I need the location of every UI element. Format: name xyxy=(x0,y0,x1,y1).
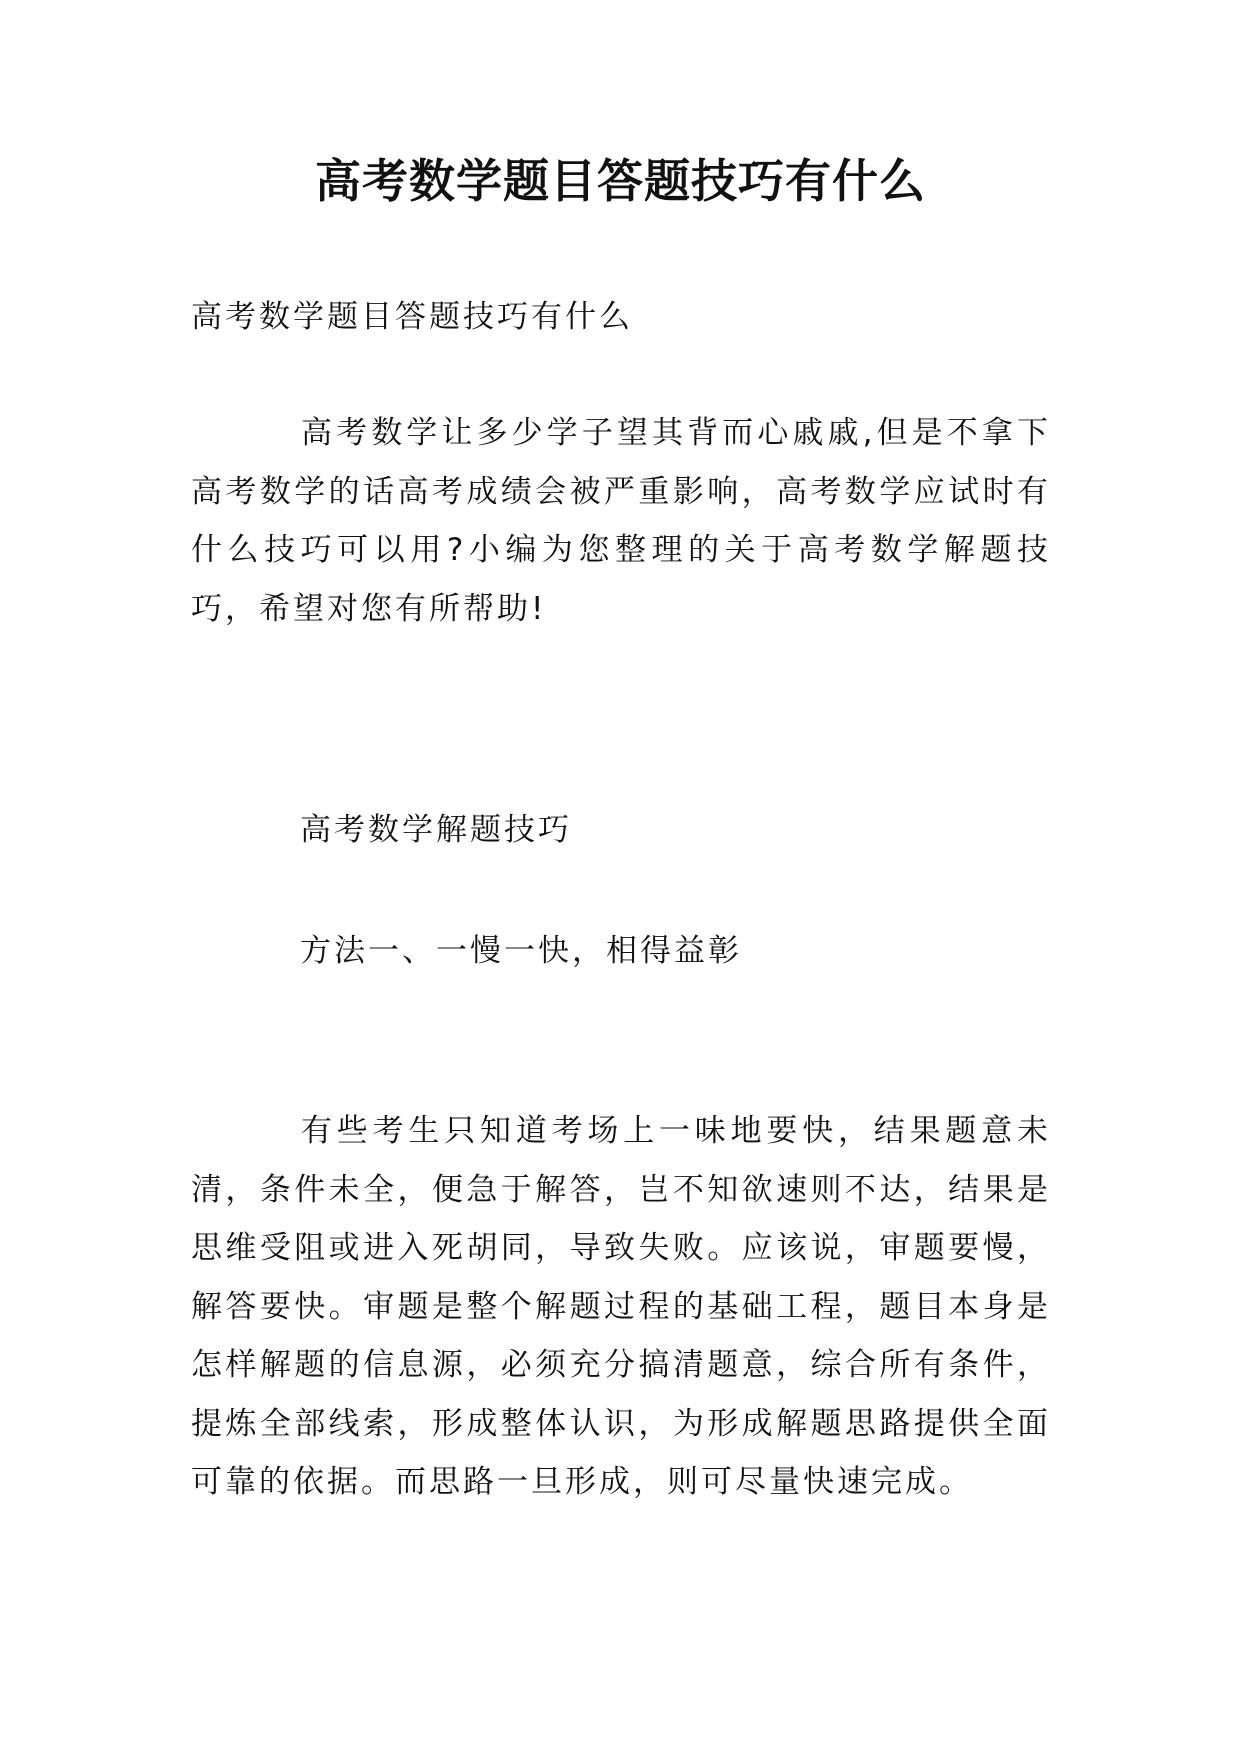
document-subtitle: 高考数学题目答题技巧有什么 xyxy=(191,299,633,335)
document-title: 高考数学题目答题技巧有什么 xyxy=(315,154,926,208)
method-heading: 方法一、一慢一快，相得益彰 xyxy=(300,933,742,969)
section-heading: 高考数学解题技巧 xyxy=(300,812,572,848)
intro-paragraph: 高考数学让多少学子望其背而心戚戚,但是不拿下高考数学的话高考成绩会被严重影响，高考数学应试时有什么技巧可以用?小编为您整理的关于高考数学解题技巧，希望对您有所帮助! xyxy=(191,415,1051,627)
method-paragraph: 有些考生只知道考场上一味地要快，结果题意未清，条件未全，便急于解答，岂不知欲速则不达，结果是思维受阻或进入死胡同，导致失败。应该说，审题要慢，解答要快。审题是整个解题过程的基础工程，题目本身是怎样解题的信息源，必须充分搞清题意，综合所有条件，提炼全部线索，形成整体认识，为形成解题思路提供全面可靠的依据。而思路一旦形成，则可尽量快速完成。 xyxy=(191,1113,1051,1500)
